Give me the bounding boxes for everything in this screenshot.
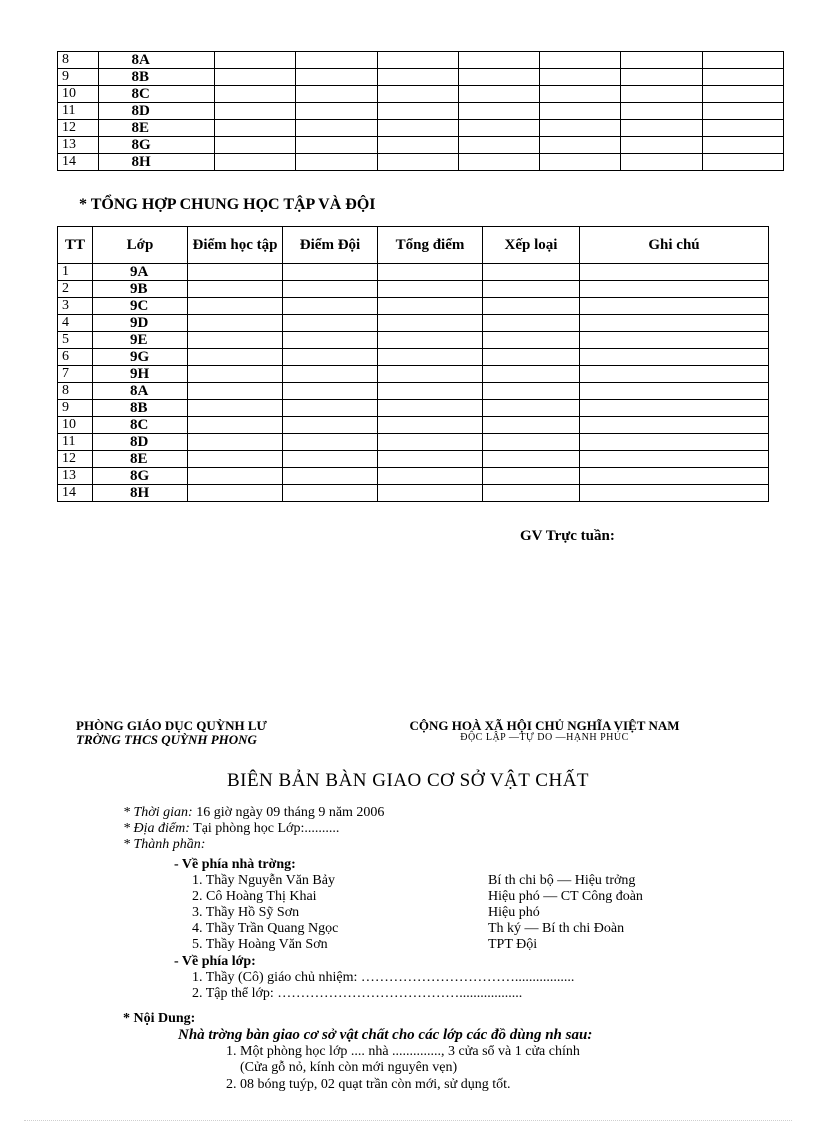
cell-empty [458,86,539,103]
cell-empty [483,451,580,468]
col-diem-hoc-tap: Điểm học tập [188,227,283,264]
list-item [174,889,734,905]
cell-lop: 8A [93,383,188,400]
cell-tt: 5 [58,332,93,349]
place-value: Tại phòng học Lớp:.......... [193,821,340,837]
cell-tt: 13 [58,468,93,485]
cell-empty [377,52,458,69]
cell-lop: 9C [93,298,188,315]
cell-empty [540,69,621,86]
cell-empty [215,69,296,86]
cell-lop: 9D [93,315,188,332]
cell-empty [483,468,580,485]
table-row [58,264,769,281]
cell-empty [377,120,458,137]
cell-empty [283,366,378,383]
study-and-union-summary-table [57,226,769,502]
cell-empty [580,468,769,485]
cell-empty [378,281,483,298]
cell-empty [458,103,539,120]
class-collective-line: 2. Tập thể lớp: ………………………………….................. [192,985,523,1001]
cell-empty [483,400,580,417]
table-row [58,120,784,137]
cell-empty [283,281,378,298]
cell-empty [188,332,283,349]
cell-empty [580,366,769,383]
cell-empty [483,264,580,281]
cell-lop: 9E [93,332,188,349]
cell-empty [580,417,769,434]
cell-empty [378,434,483,451]
cell-empty [378,349,483,366]
cell-empty [458,52,539,69]
cell-empty [188,434,283,451]
cell-tt: 10 [58,417,93,434]
cell-empty [215,154,296,171]
col-ghi-chu: Ghi chú [580,227,769,264]
list-item [174,937,734,953]
place-line [123,821,384,837]
cell-tt: 9 [58,400,93,417]
cell-empty [283,383,378,400]
teacher-on-duty-label: GV Trực tuần: [520,528,615,544]
cell-tt: 8 [58,383,93,400]
content-intro: Nhà trờng bàn giao cơ sở vật chất cho các lớp các đồ dùng nh sau: [178,1027,593,1044]
cell-empty [215,103,296,120]
cell-empty [580,281,769,298]
document-title: BIÊN BẢN BÀN GIAO CƠ SỞ VẬT CHẤT [226,770,590,791]
cell-tt: 11 [58,434,93,451]
time-label: * Thời gian: [123,805,193,820]
cell-empty [378,400,483,417]
cell-empty [296,86,377,103]
cell-empty [483,349,580,366]
cell-tt: 10 [58,86,99,103]
cell-empty [483,485,580,502]
list-item [174,921,734,937]
cell-empty [702,52,783,69]
school-name: TRỜNG THCS QUỲNH PHONG [76,731,257,747]
table-row [58,332,769,349]
cell-tt: 14 [58,485,93,502]
cell-empty [621,86,702,103]
cell-empty [296,137,377,154]
content-item-1: 1. Một phòng học lớp .... nhà .............., 3 cửa sổ và 1 cửa chính [226,1044,580,1060]
member-name: 5. Thầy Hoàng Văn Sơn [192,937,328,953]
cell-lop: 9B [93,281,188,298]
cell-lop: 8D [98,103,215,120]
table-row [58,137,784,154]
content-item-1-note: (Cửa gỗ nỏ, kính còn mới nguyên vẹn) [240,1060,458,1076]
cell-empty [621,103,702,120]
cell-empty [580,315,769,332]
member-name: 4. Thầy Trần Quang Ngọc [192,921,339,937]
cell-lop: 8E [93,451,188,468]
cell-empty [378,417,483,434]
cell-tt: 7 [58,366,93,383]
col-tt: TT [58,227,93,264]
cell-lop: 9H [93,366,188,383]
cell-empty [540,154,621,171]
cell-empty [188,264,283,281]
cell-empty [621,154,702,171]
table-row [58,103,784,120]
section-title: * TỔNG HỢP CHUNG HỌC TẬP VÀ ĐỘI [79,196,376,213]
cell-empty [483,366,580,383]
member-role: TPT Đội [488,937,538,953]
cell-empty [283,315,378,332]
cell-empty [580,264,769,281]
national-title: CỘNG HOÀ XÃ HỘI CHỦ NGHĨA VIỆT NAM [409,718,680,733]
table-row [58,434,769,451]
cell-empty [540,137,621,154]
cell-empty [377,137,458,154]
cell-tt: 12 [58,451,93,468]
table-row [58,52,784,69]
cell-empty [283,298,378,315]
col-lop: Lớp [93,227,188,264]
cell-lop: 8G [93,468,188,485]
cell-empty [188,281,283,298]
cell-empty [540,103,621,120]
table-row [58,349,769,366]
table-row [58,154,784,171]
cell-empty [283,468,378,485]
cell-lop: 8H [98,154,215,171]
cell-lop: 8A [98,52,215,69]
table-row [58,400,769,417]
cell-empty [377,103,458,120]
cell-tt: 6 [58,349,93,366]
school-side-title: - Về phía nhà trờng: [174,857,296,872]
school-member-list [174,873,734,953]
cell-empty [188,485,283,502]
cell-empty [458,120,539,137]
cell-empty [458,137,539,154]
table-row [58,383,769,400]
cell-empty [188,298,283,315]
summary-table-continued [57,51,784,171]
cell-lop: 8C [98,86,215,103]
cell-empty [378,383,483,400]
cell-empty [580,332,769,349]
list-item [174,905,734,921]
cell-empty [483,434,580,451]
cell-empty [702,154,783,171]
member-name: 1. Thầy Nguyễn Văn Bảy [192,873,335,889]
members-label: * Thành phần: [123,837,206,853]
cell-empty [378,366,483,383]
content-item-2: 2. 08 bóng tuýp, 02 quạt trần còn mới, sử dụng tốt. [226,1076,511,1092]
content-label: * Nội Dung: [123,1011,196,1026]
cell-empty [702,137,783,154]
member-role: Th ký — Bí th chi Đoàn [488,921,625,937]
cell-empty [540,52,621,69]
member-role: Hiệu phó — CT Công đoàn [488,889,643,905]
cell-empty [188,451,283,468]
cell-empty [580,434,769,451]
col-diem-doi: Điểm Đội [283,227,378,264]
table-header-row [58,227,769,264]
cell-empty [188,417,283,434]
cell-empty [188,400,283,417]
table-row [58,281,769,298]
cell-empty [483,315,580,332]
cell-tt: 3 [58,298,93,315]
cell-empty [283,400,378,417]
members-line [123,837,384,853]
cell-lop: 9G [93,349,188,366]
cell-empty [283,451,378,468]
header-left [76,719,267,746]
cell-empty [378,485,483,502]
cell-tt: 13 [58,137,99,154]
table-row [58,417,769,434]
page-bottom-divider [24,1120,792,1121]
table-row [58,468,769,485]
cell-empty [702,69,783,86]
header-right [372,719,717,743]
cell-tt: 9 [58,69,99,86]
cell-empty [580,383,769,400]
cell-tt: 4 [58,315,93,332]
cell-empty [188,349,283,366]
cell-empty [283,434,378,451]
cell-empty [378,298,483,315]
cell-empty [580,298,769,315]
col-tong-diem: Tổng điểm [378,227,483,264]
table-row [58,69,784,86]
cell-empty [580,451,769,468]
cell-empty [540,86,621,103]
cell-empty [702,120,783,137]
cell-empty [540,120,621,137]
cell-empty [296,103,377,120]
cell-empty [580,485,769,502]
homeroom-teacher-line: 1. Thầy (Cô) giáo chủ nhiệm: ……………………………................. [192,969,575,985]
cell-empty [378,451,483,468]
col-xep-loai: Xếp loại [483,227,580,264]
cell-empty [580,349,769,366]
members-block [174,857,734,1002]
table-row [58,366,769,383]
cell-empty [483,383,580,400]
cell-empty [702,103,783,120]
cell-empty [580,400,769,417]
table-row [58,298,769,315]
cell-empty [621,69,702,86]
cell-empty [296,154,377,171]
meeting-info [123,805,384,854]
member-name: 2. Cô Hoàng Thị Khai [192,889,317,905]
cell-empty [378,315,483,332]
national-motto: ĐỘC LẬP —TỰ DO —HẠNH PHÚC [460,731,629,743]
cell-empty [483,298,580,315]
cell-empty [378,264,483,281]
cell-empty [483,332,580,349]
cell-empty [283,417,378,434]
cell-empty [188,315,283,332]
cell-empty [377,69,458,86]
cell-lop: 9A [93,264,188,281]
cell-lop: 8H [93,485,188,502]
table-row [58,315,769,332]
cell-empty [215,52,296,69]
cell-empty [702,86,783,103]
cell-tt: 11 [58,103,99,120]
cell-empty [458,69,539,86]
cell-empty [483,281,580,298]
cell-lop: 8G [98,137,215,154]
time-line [123,805,384,821]
table-row [58,485,769,502]
member-role: Hiệu phó [488,905,540,921]
cell-tt: 2 [58,281,93,298]
cell-empty [283,485,378,502]
cell-tt: 12 [58,120,99,137]
cell-empty [188,366,283,383]
cell-empty [188,383,283,400]
cell-tt: 1 [58,264,93,281]
cell-empty [215,86,296,103]
content-block [123,1011,763,1093]
member-name: 3. Thầy Hồ Sỹ Sơn [192,905,300,921]
cell-empty [458,154,539,171]
cell-empty [296,120,377,137]
cell-empty [283,349,378,366]
cell-empty [215,137,296,154]
cell-empty [283,264,378,281]
table-row [58,451,769,468]
cell-empty [621,120,702,137]
cell-empty [296,69,377,86]
list-item [174,873,734,889]
cell-empty [215,120,296,137]
cell-empty [283,332,378,349]
cell-empty [621,137,702,154]
cell-empty [188,468,283,485]
cell-lop: 8B [98,69,215,86]
department-name: PHÒNG GIÁO DỤC QUỲNH LƯ [76,718,267,733]
time-value: 16 giờ ngày 09 tháng 9 năm 2006 [196,805,385,820]
member-role: Bí th chi bộ — Hiệu trởng [488,873,636,889]
class-side-title: - Về phía lớp: [174,953,256,969]
cell-lop: 8E [98,120,215,137]
cell-tt: 8 [58,52,99,69]
cell-lop: 8C [93,417,188,434]
cell-empty [378,332,483,349]
cell-empty [377,86,458,103]
cell-empty [621,52,702,69]
cell-tt: 14 [58,154,99,171]
cell-lop: 8B [93,400,188,417]
cell-empty [296,52,377,69]
place-label: * Địa điểm: [123,821,190,837]
cell-empty [483,417,580,434]
cell-empty [377,154,458,171]
table-row [58,86,784,103]
cell-empty [378,468,483,485]
cell-lop: 8D [93,434,188,451]
